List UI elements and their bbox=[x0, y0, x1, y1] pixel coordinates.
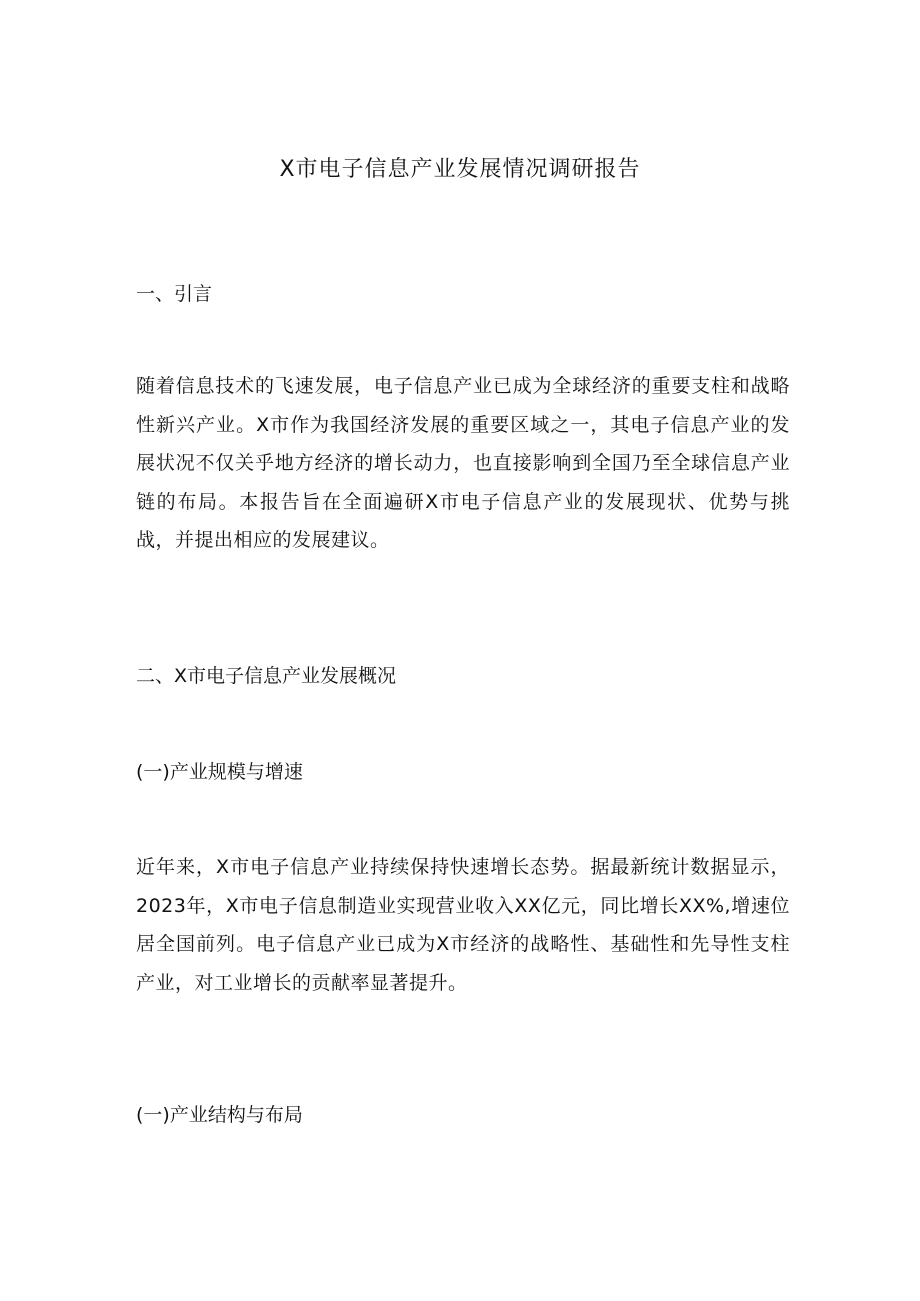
document-title: X市电子信息产业发展情况调研报告 bbox=[279, 157, 641, 182]
subsection-heading-scale-growth: (一)产业规模与增速 bbox=[136, 761, 303, 783]
section-heading-overview: 二、X市电子信息产业发展概况 bbox=[136, 665, 397, 687]
paragraph-introduction: 随着信息技术的飞速发展，电子信息产业已成为全球经济的重要支柱和战略性新兴产业。X市作为我国经济发展的重要区域之一，其电子信息产业的发展状况不仅关乎地方经济的增长动力，也直接影响到全国乃至全球信息产业链的布局。本报告旨在全面遍研X市电子信息产业的发展现状、优势与挑战，并提出相应的发展建议。 bbox=[136, 375, 790, 551]
section-heading-introduction: 一、引言 bbox=[136, 283, 213, 305]
paragraph-scale-growth: 近年来，X市电子信息产业持续保持快速增长态势。据最新统计数据显示，2023年，X市电子信息制造业实现营业收入XX亿元，同比增长XX%,增速位居全国前列。电子信息产业已成为X市经济的战略性、基础性和先导性支柱产业，对工业增长的贡献率显著提升。 bbox=[136, 856, 790, 994]
subsection-heading-structure-layout: (一)产业结构与布局 bbox=[136, 1104, 303, 1126]
